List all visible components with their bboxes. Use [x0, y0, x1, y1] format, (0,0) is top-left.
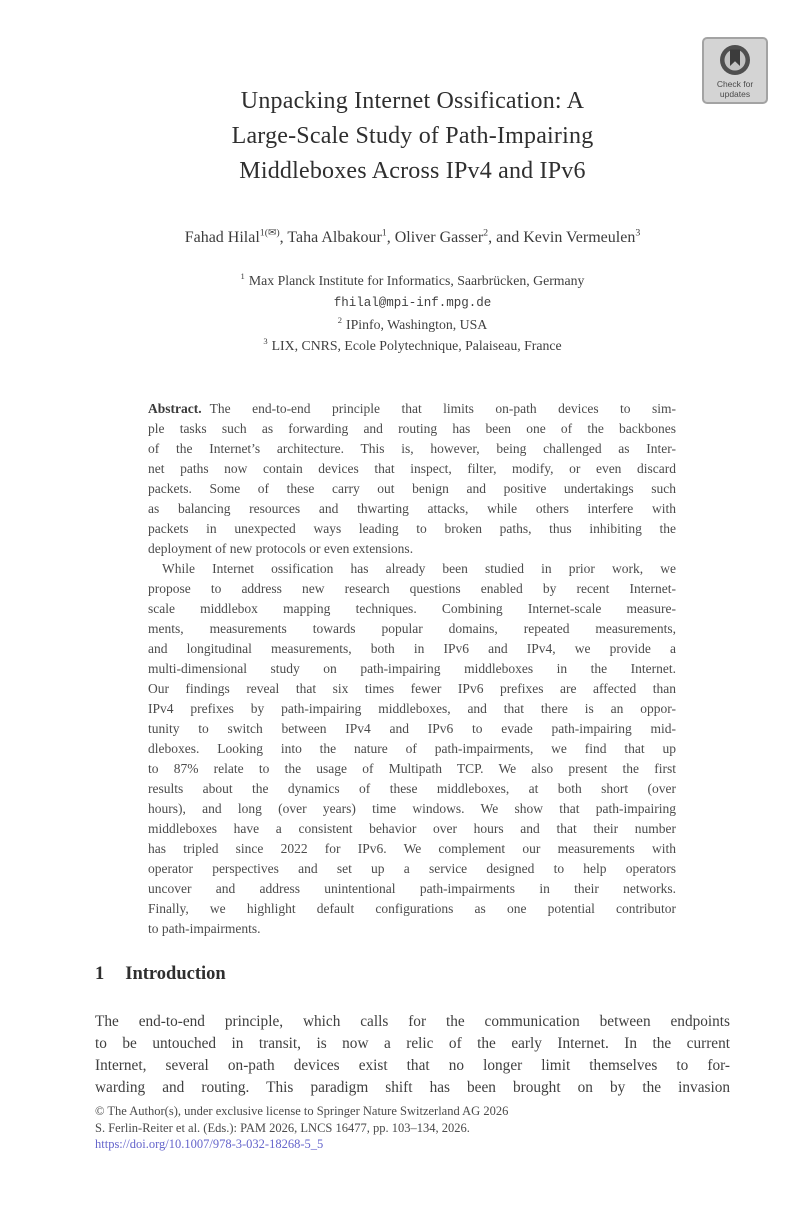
crossmark-icon: [717, 42, 753, 78]
abstract: [148, 399, 676, 939]
text-line: Our findings reveal that six times fewer IPv6 prefixes are affected than: [148, 681, 676, 696]
author-email: [95, 291, 730, 314]
title-line-1: Unpacking Internet Ossification: A: [240, 88, 585, 114]
text-line: deployment of new protocols or even extensions.: [148, 541, 414, 556]
text-line: uncover and address unintentional path-impairments in their networks.: [148, 881, 676, 896]
text-line: Internet, several on-path devices exist that no longer limit themselves to for-: [95, 1057, 730, 1074]
title-line-2: Large-Scale Study of Path-Impairing: [231, 123, 594, 149]
email-text: fhilal@mpi-inf.mpg.de: [333, 296, 492, 310]
text-line: has tripled since 2022 for IPv6. We complement our measurements with: [148, 841, 676, 856]
abstract-first-text: The end-to-end principle that limits on-path devices to sim-: [209, 401, 676, 416]
author-affiliation-marker: 2: [483, 227, 489, 239]
abstract-paragraph-1: [148, 419, 676, 559]
footnote-block: [95, 1103, 730, 1153]
affiliation-line: [95, 335, 730, 356]
author-affiliation-marker: 3: [635, 227, 641, 239]
text-line: net paths now contain devices that inspect, filter, modify, or even discard: [148, 461, 676, 476]
doi-link[interactable]: https://doi.org/10.1007/978-3-032-18268-5_5: [95, 1137, 324, 1151]
affiliation-text: IPinfo, Washington, USA: [346, 317, 488, 332]
text-line: packets. Some of these carry out benign and positive undertakings such: [148, 481, 676, 496]
affiliation-line: [95, 270, 730, 291]
text-line: to 87% relate to the usage of Multipath TCP. We also present the first: [148, 761, 676, 776]
affiliation-marker: 1: [240, 271, 245, 282]
author-name: , and Kevin Vermeulen: [488, 229, 636, 246]
text-line: packets in unexpected ways leading to broken paths, thus inhibiting the: [148, 521, 676, 536]
title-line-3: Middleboxes Across IPv4 and IPv6: [239, 158, 586, 184]
section-heading: [95, 964, 226, 985]
affiliation-line: [95, 314, 730, 335]
author-name: , Taha Albakour: [279, 229, 382, 246]
author-name: Fahad Hilal: [184, 229, 260, 246]
text-line: Finally, we highlight default configurations as one potential contributor: [148, 901, 676, 916]
text-line: multi-dimensional study on path-impairing middleboxes in the Internet.: [148, 661, 676, 676]
text-line: hours), and long (over years) time windows. We show that path-impairing: [148, 801, 676, 816]
abstract-paragraph-2: [148, 559, 676, 939]
text-line: ple tasks such as forwarding and routing has been one of the backbones: [148, 421, 676, 436]
affiliations: [95, 270, 730, 356]
text-line: and longitudinal measurements, both in IPv6 and IPv4, we provide a: [148, 641, 676, 656]
paper-title: [95, 84, 730, 189]
text-line: The end-to-end principle, which calls for the communication between endpoints: [95, 1013, 730, 1030]
text-line: While Internet ossification has already been studied in prior work, we: [162, 561, 676, 576]
text-line: scale middlebox mapping techniques. Combining Internet-scale measure-: [148, 601, 676, 616]
affiliation-text: Max Planck Institute for Informatics, Saarbrücken, Germany: [248, 273, 585, 288]
section-number: 1: [95, 964, 105, 984]
text-line: of the Internet’s architecture. This is, however, being challenged as Inter-: [148, 441, 676, 456]
badge-label-line1: Check for: [716, 79, 754, 89]
text-line: results about the dynamics of these middleboxes, at both short (over: [148, 781, 676, 796]
authors-line: [95, 229, 730, 247]
text-line: as balancing resources and thwarting attacks, while others interfere with: [148, 501, 676, 516]
affiliation-marker: 2: [337, 315, 343, 326]
text-line: middleboxes have a consistent behavior over hours and that their number: [148, 821, 676, 836]
copyright-line: © The Author(s), under exclusive license to Springer Nature Switzerland AG 2026: [95, 1104, 509, 1118]
text-line: to be untouched in transit, is now a relic of the early Internet. In the current: [95, 1035, 730, 1052]
badge-label-line2: updates: [719, 89, 751, 99]
text-line: IPv4 prefixes by path-impairing middleboxes, and that there is an oppor-: [148, 701, 676, 716]
text-line: tunity to switch between IPv4 and IPv6 to evade path-impairing mid-: [148, 721, 676, 736]
text-line: propose to address new research questions enabled by recent Internet-: [148, 581, 676, 596]
editors-line: S. Ferlin-Reiter et al. (Eds.): PAM 2026, LNCS 16477, pp. 103–134, 2026.: [95, 1120, 470, 1135]
text-line: warding and routing. This paradigm shift has been brought on by the invasion: [95, 1079, 730, 1096]
author-affiliation-marker: 1(✉): [259, 227, 280, 239]
author-name: , Oliver Gasser: [386, 229, 484, 246]
section-title: Introduction: [125, 964, 226, 984]
abstract-first-line: [148, 399, 676, 419]
affiliation-marker: 3: [263, 336, 268, 347]
author-affiliation-marker: 1: [381, 227, 387, 239]
intro-paragraph: [95, 1011, 730, 1099]
text-line: dleboxes. Looking into the nature of path-impairments, we find that up: [148, 741, 676, 756]
text-line: to path-impairments.: [148, 921, 261, 936]
abstract-label: Abstract.: [148, 401, 202, 416]
text-line: ments, measurements towards popular domains, repeated measurements,: [148, 621, 676, 636]
text-line: operator perspectives and set up a service designed to help operators: [148, 861, 676, 876]
affiliation-text: LIX, CNRS, Ecole Polytechnique, Palaiseau, France: [271, 338, 562, 353]
